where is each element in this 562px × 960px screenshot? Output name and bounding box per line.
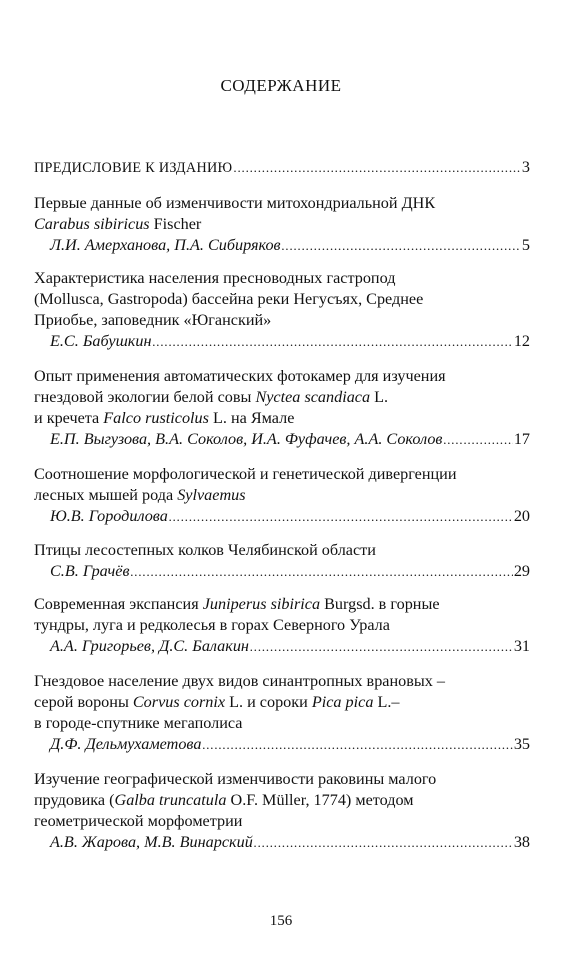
title-text: Изучение географической изменчивости раковины малого [34,770,437,788]
title-text: Fischer [149,215,202,233]
entry-page: 5 [521,236,530,254]
title-text: Burgsd. в горные [320,595,440,613]
dot-leader [153,331,513,352]
dot-leader [443,429,512,450]
toc-entry[interactable] [34,366,530,450]
entry-authors-line [50,429,530,450]
entry-title-line [34,193,530,214]
entry-title-line [34,811,530,832]
title-text: лесных мышей рода [34,486,178,504]
entry-title-line [34,692,530,713]
entry-authors-line [50,506,530,527]
entry-page: 38 [513,833,530,851]
toc-entry[interactable] [34,464,530,527]
preface-title: ПРЕДИСЛОВИЕ К ИЗДАНИЮ [34,160,233,176]
species-name: Carabus sibiricus [34,215,150,233]
dot-leader [254,832,513,853]
dot-leader [250,636,513,657]
dot-leader [169,506,513,527]
entry-title-line [34,464,530,485]
entry-authors-line [50,235,530,256]
page-number: 156 [269,913,293,929]
toc-entry[interactable] [34,769,530,853]
dot-leader [131,561,513,582]
title-text: Приобье, заповедник «Юганский» [34,311,272,329]
contents-heading: СОДЕРЖАНИЕ [220,76,342,95]
entry-page: 29 [513,562,530,580]
preface-page: 3 [521,158,530,176]
toc-entry[interactable] [34,594,530,657]
species-name: Juniperus sibirica [202,595,321,613]
title-text: и кречета [34,409,104,427]
species-name: Pica pica [311,693,374,711]
entry-title-line [34,790,530,811]
dot-leader [202,734,512,755]
title-text: прудовика ( [34,791,115,809]
entry-authors: Ю.В. Городилова [50,507,168,525]
entry-title-line [34,485,530,506]
species-name: Sylvaemus [177,486,246,504]
species-name: Falco rusticolus [103,409,209,427]
toc-preface [34,157,530,179]
toc-line[interactable] [34,157,530,179]
entry-authors: Д.Ф. Дельмухаметова [50,735,202,753]
entry-authors-line [50,832,530,853]
title-text: геометрической морфометрии [34,812,243,830]
entry-title-line [34,615,530,636]
title-text: L.– [373,693,400,711]
entry-page: 12 [513,332,530,350]
entry-title-line [34,408,530,429]
title-text: Птицы лесостепных колков Челябинской области [34,541,376,559]
title-text: Опыт применения автоматических фотокамер для изучения [34,367,446,385]
species-name: Corvus cornix [132,693,226,711]
entry-page: 31 [513,637,530,655]
entry-title-line [34,387,530,408]
title-text: O.F. Müller, 1774) методом [226,791,414,809]
entry-title-line [34,713,530,734]
entry-authors: Е.С. Бабушкин [50,332,152,350]
entry-title-line [34,671,530,692]
entry-title-line [34,214,530,235]
title-text: тундры, луга и редколесья в горах Северного Урала [34,616,390,634]
title-text: Соотношение морфологической и генетической дивергенции [34,465,457,483]
title-text: L. на Ямале [208,409,295,427]
title-text: Характеристика населения пресноводных гастропод [34,269,396,287]
entry-authors-line [50,331,530,352]
species-name: Nyctea scandiaca [255,388,371,406]
entry-title-line [34,268,530,289]
toc-entry[interactable] [34,671,530,755]
entry-title-line [34,310,530,331]
entry-title-line [34,366,530,387]
toc-entry[interactable] [34,540,530,582]
entry-authors-line [50,636,530,657]
entry-authors: С.В. Грачёв [50,562,130,580]
title-text: (Mollusca, Gastropoda) бассейна реки Негусъях, Среднее [34,290,424,308]
title-text: гнездовой экологии белой совы [34,388,256,406]
entry-page: 35 [513,735,530,753]
entry-title-line [34,289,530,310]
entry-title-line [34,540,530,561]
entry-title-line [34,594,530,615]
entry-authors: А.А. Григорьев, Д.С. Балакин [50,637,249,655]
entry-authors: А.В. Жарова, М.В. Винарский [50,833,253,851]
entry-page: 17 [513,430,530,448]
entry-authors-line [50,561,530,582]
entry-authors-line [50,734,530,755]
title-text: Гнездовое население двух видов синантропных врановых – [34,672,445,690]
title-text: Первые данные об изменчивости митохондриальной ДНК [34,194,436,212]
entry-page: 20 [513,507,530,525]
entry-authors: Л.И. Амерханова, П.А. Сибиряков [50,236,281,254]
dot-leader [233,157,520,178]
title-text: L. [370,388,389,406]
species-name: Galba truncatula [114,791,227,809]
entry-title-line [34,769,530,790]
toc-entry[interactable] [34,193,530,256]
title-text: серой вороны [34,693,133,711]
toc-entry[interactable] [34,268,530,352]
entry-authors: Е.П. Выгузова, В.А. Соколов, И.А. Фуфачев, А.А. Соколов [50,430,443,448]
title-text: Современная экспансия [34,595,203,613]
dot-leader [282,235,521,256]
title-text: L. и сороки [225,693,312,711]
title-text: в городе-спутнике мегаполиса [34,714,243,732]
